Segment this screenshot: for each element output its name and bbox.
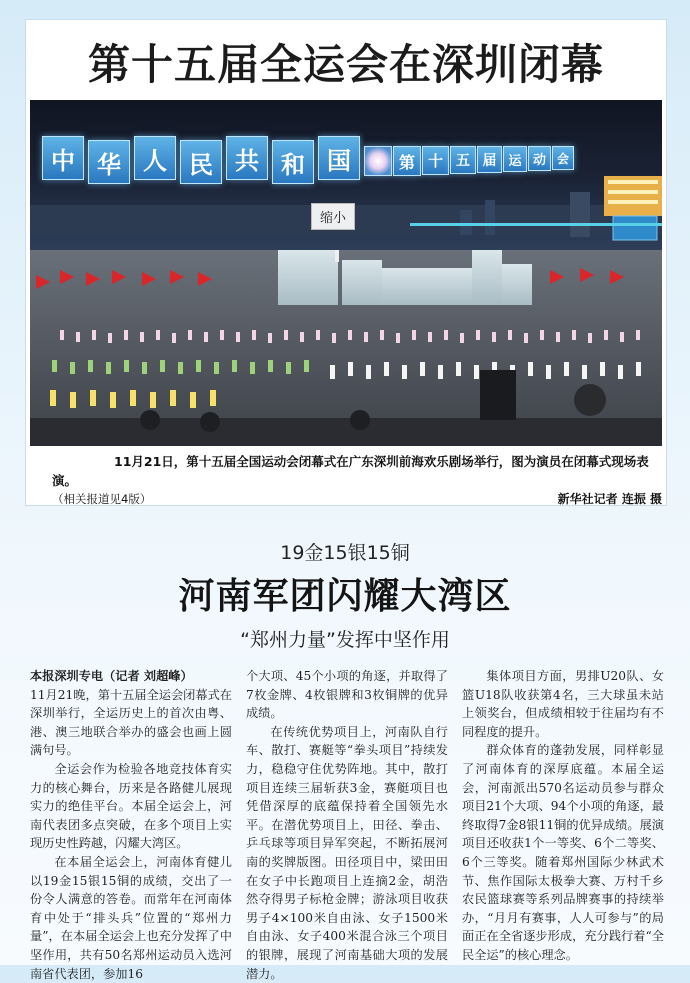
paragraph: 个大项、45个小项的角逐，并取得了7枚金牌、4枚银牌和3枚铜牌的优异成绩。: [246, 669, 448, 721]
column-3: [462, 667, 664, 983]
paragraph: 全运会作为检验各地竞技体育实力的核心舞台，历来是各路健儿展现实力的绝佳平台。本届全运会上，河南代表团多点突破，在多个项目上实现历史性跨越，闪耀大湾区。: [30, 761, 232, 851]
article-kicker: 19金15银15铜: [280, 542, 410, 564]
related-report-note: （相关报道见4版）: [52, 492, 152, 506]
ceremony-photo[interactable]: [30, 100, 662, 446]
photo-credit: 新华社记者 连振 摄: [557, 492, 662, 506]
photo-news-card: [26, 20, 666, 505]
banner-character: 中: [42, 136, 84, 180]
column-1: [30, 667, 232, 983]
caption-text: 11月21日，第十五届全国运动会闭幕式在广东深圳前海欢乐剧场举行，图为演员在闭幕式现场表演。: [52, 454, 649, 488]
banner-character: 人: [134, 136, 176, 180]
banner-character: 第: [393, 146, 421, 176]
paragraph: 集体项目方面，男排U20队、女篮U18队收获第4名，三大球虽未站上领奖台，但成绩相较于往届均有不同程度的提升。: [462, 669, 664, 739]
photo-caption: [52, 452, 662, 509]
column-2: [246, 667, 448, 983]
banner-character: 会: [552, 146, 574, 170]
paragraph: 在传统优势项目上，河南队自行车、散打、赛艇等“拳头项目”持续发力，稳稳守住优势阵地。其中，散打项目连续三届斩获3金，赛艇项目也凭借深厚的底蕴保持着全国领先水平。在潜优势项目上，田径、拳击、乒乓球等项目异军突起，不断拓展河南的奖牌版图。田径项目中，梁田田在女子中长跑项目上连摘2金，胡浩然夺得男子标枪金牌；游泳项目收获男子4×100米自由泳、女子1500米自由泳、女子400米混合泳三个项目的银牌，展现了河南基础大项的发展潜力。: [246, 724, 448, 981]
banner-row: [42, 136, 569, 196]
banner-character: 十: [422, 146, 449, 175]
banner-character: 运: [503, 146, 527, 172]
banner-character: 和: [272, 140, 314, 184]
paragraph: 在本届全运会上，河南体育健儿以19金15银15铜的成绩，交出了一份令人满意的答卷。而常年在河南体育中处于“排头兵”位置的“郑州力量”，在本届全运会上也充分发挥了中坚作用，共有50名郑州运动员入选河南省代表团，参加16: [30, 854, 232, 981]
banner-character: 国: [318, 136, 360, 180]
banner-character: 民: [180, 140, 222, 184]
article-subtitle: “郑州力量”发挥中坚作用: [240, 629, 450, 651]
paragraph: 11月21晚，第十五届全运会闭幕式在深圳举行，全运历史上的首次由粤、港、澳三地联合举办的盛会也画上圆满句号。: [30, 687, 232, 758]
article-title: 河南军团闪耀大湾区: [178, 576, 512, 617]
banner-character: 共: [226, 136, 268, 180]
games-emblem-icon: [364, 146, 392, 176]
banner-character: 华: [88, 140, 130, 184]
paragraph: 群众体育的蓬勃发展，同样彰显了河南体育的深厚底蕴。本届全运会，河南派出570名运动员参与群众项目21个大项、94个小项的角逐，最终取得7金8银11铜的优异成绩。展演项目还收获1个一等奖、6个二等奖、6个三等奖。随着郑州国际少林武术节、焦作国际太极拳大赛、万村千乡农民篮球赛等系列品牌赛事的持续举办，“月月有赛事，人人可参与”的局面正在全省逐步形成，充分践行着“全民全运”的核心理念。: [462, 743, 664, 962]
banner-character: 五: [450, 146, 476, 174]
banner-character: 届: [477, 146, 502, 173]
banner-character: 动: [528, 146, 551, 171]
front-headline: 第十五届全运会在深圳闭幕: [87, 40, 604, 89]
article-body: [30, 667, 665, 983]
zoom-out-button[interactable]: 缩小: [311, 203, 355, 230]
byline: 本报深圳专电（记者 刘超峰）: [30, 669, 193, 683]
